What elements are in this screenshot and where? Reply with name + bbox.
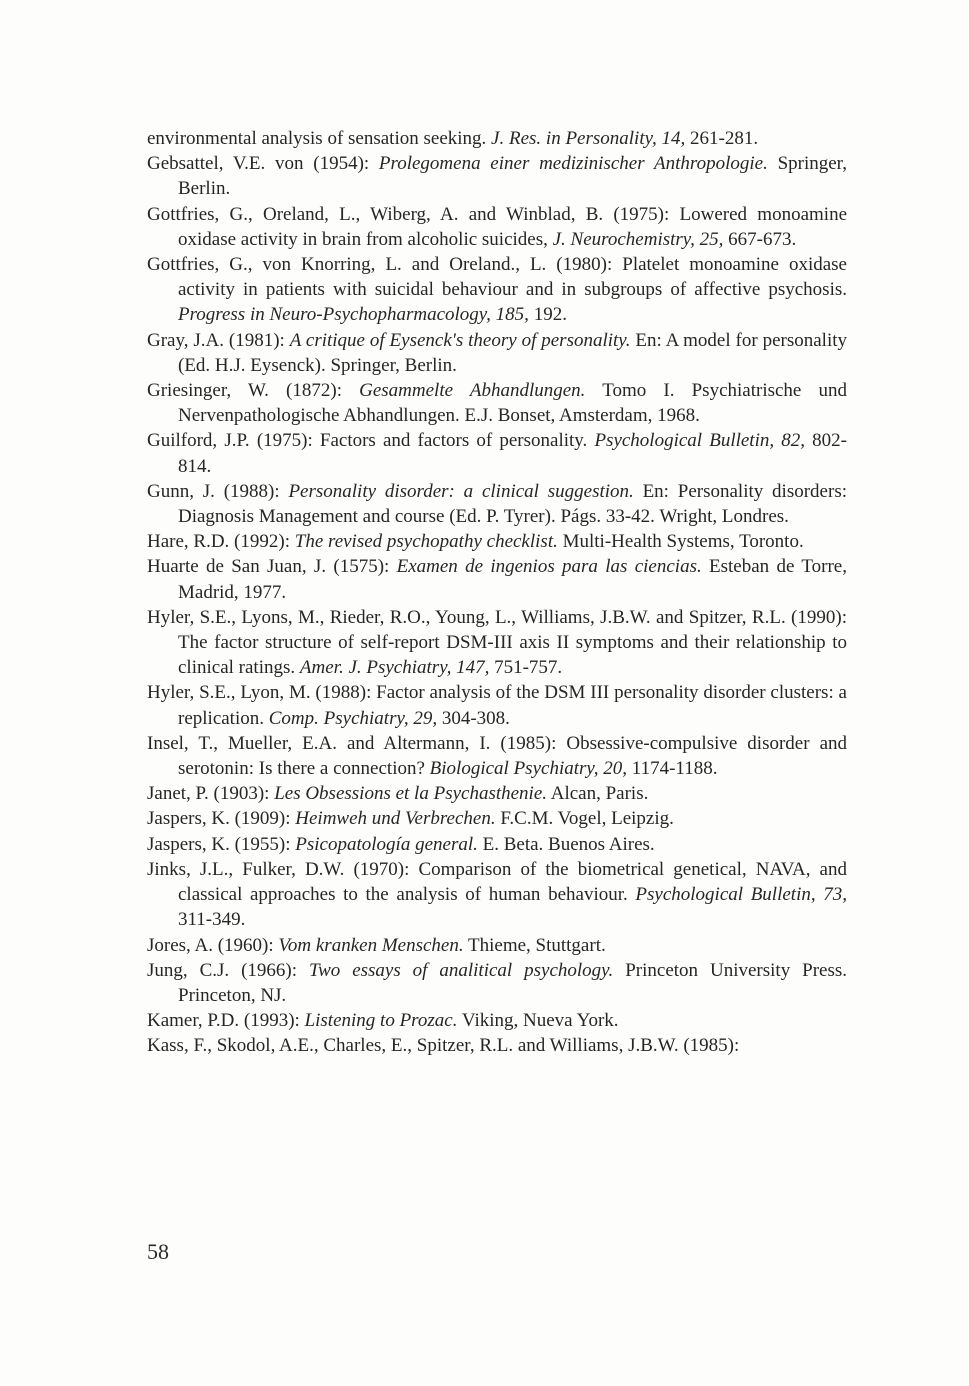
reference-text: Gottfries, G., von Knorring, L. and Oreland., L. (1980): Platelet monoamine oxidase activity in patients with suicidal behaviour and in subgroups of affective psychosis. xyxy=(147,254,847,301)
reference-text: Hyler, S.E., Lyon, M. (1988): Factor analysis of the DSM III personality disorder clusters: a replication. xyxy=(147,682,847,729)
reference-italic-text: Listening to Prozac. xyxy=(304,1010,458,1032)
reference-text: E. Beta. Buenos Aires. xyxy=(477,833,655,855)
reference-italic-text: The revised psychopathy checklist. xyxy=(294,531,558,553)
reference-text: 311-349. xyxy=(178,909,246,931)
reference-text: En: Personality disorders: Diagnosis Management and course (Ed. P. Tyrer). Págs. 33-42. Wright, Londres. xyxy=(178,480,847,528)
reference-text: 261-281. xyxy=(685,128,759,149)
reference-italic-text: Psychological Bulletin, 73, xyxy=(635,884,847,906)
reference-text: Insel, T., Mueller, E.A. and Altermann, I. (1985): Obsessive-compulsive disorder and serotonin: Is there a connection? xyxy=(147,732,847,780)
reference-entry xyxy=(147,202,847,252)
reference-italic-text: Two essays of analitical psychology. xyxy=(308,959,614,981)
reference-entry xyxy=(147,781,847,806)
reference-text: Guilford, J.P. (1975): Factors and factors of personality. xyxy=(147,430,595,452)
reference-text: Multi-Health Systems, Toronto. xyxy=(557,531,804,553)
reference-entry xyxy=(147,378,847,428)
reference-italic-text: Progress in Neuro-Psychopharmacology, 185, xyxy=(178,304,529,326)
reference-entry xyxy=(147,857,847,933)
reference-text: Gunn, J. (1988): xyxy=(147,480,289,502)
reference-entry xyxy=(147,605,847,681)
reference-italic-text: Prolegomena einer medizinischer Anthropologie. xyxy=(378,153,768,175)
reference-entry xyxy=(147,1033,847,1058)
reference-text: Griesinger, W. (1872): xyxy=(147,380,360,402)
reference-italic-text: Examen de ingenios para las ciencias. xyxy=(396,556,702,578)
reference-text: Tomo I. Psychiatrische und Nervenpathologische Abhandlungen. E.J. Bonset, Amsterdam, 1968. xyxy=(178,380,847,427)
reference-text: 802-814. xyxy=(178,430,847,477)
reference-text: 304-308. xyxy=(437,707,510,729)
reference-text: Jung, C.J. (1966): xyxy=(147,959,309,981)
reference-text: Kamer, P.D. (1993): xyxy=(147,1010,305,1032)
reference-entry xyxy=(147,832,847,857)
reference-text: 751-757. xyxy=(489,657,563,679)
reference-text: Springer, Berlin. xyxy=(178,153,847,200)
reference-text: Princeton University Press. Princeton, NJ. xyxy=(178,959,847,1006)
reference-text: F.C.M. Vogel, Leipzig. xyxy=(495,808,674,830)
reference-italic-text: Heimweh und Verbrechen. xyxy=(295,808,496,830)
reference-text: En: A model for personality (Ed. H.J. Eysenck). Springer, Berlin. xyxy=(178,329,848,376)
reference-text: Esteban de Torre, Madrid, 1977. xyxy=(178,556,847,603)
reference-text: Jaspers, K. (1955): xyxy=(147,833,296,855)
reference-entry xyxy=(147,554,847,604)
reference-text: Hyler, S.E., Lyons, M., Rieder, R.O., Young, L., Williams, J.B.W. and Spitzer, R.L. (1990): The factor structure of self-report DSM-III axis II symptoms and their relationship to clinical ratings. xyxy=(147,606,847,679)
reference-text: Kass, F., Skodol, A.E., Charles, E., Spitzer, R.L. and Williams, J.B.W. (1985): xyxy=(147,1035,740,1057)
reference-entry xyxy=(147,529,847,554)
reference-entry xyxy=(147,479,847,529)
reference-text: 1174-1188. xyxy=(627,758,718,780)
reference-italic-text: Biological Psychiatry, 20, xyxy=(429,758,628,780)
reference-entry xyxy=(147,428,847,478)
reference-italic-text: Vom kranken Menschen. xyxy=(278,934,464,956)
reference-entry xyxy=(147,731,847,781)
reference-text: Viking, Nueva York. xyxy=(457,1010,619,1032)
reference-entry xyxy=(147,933,847,958)
reference-entry xyxy=(147,328,847,378)
reference-italic-text: Amer. J. Psychiatry, 147, xyxy=(299,657,490,679)
reference-italic-text: Personality disorder: a clinical suggestion. xyxy=(288,480,634,502)
reference-text: Jaspers, K. (1909): xyxy=(147,808,296,830)
reference-text: 667-673. xyxy=(723,228,797,250)
reference-italic-text: J. Neurochemistry, 25, xyxy=(552,228,724,250)
reference-italic-text: Les Obsessions et la Psychasthenie. xyxy=(274,783,548,805)
reference-italic-text: Psychological Bulletin, 82, xyxy=(594,430,806,452)
reference-italic-text: Gesammelte Abhandlungen. xyxy=(359,380,586,402)
reference-text: Gray, J.A. (1981): xyxy=(147,329,290,351)
reference-text: Gottfries, G., Oreland, L., Wiberg, A. and Winblad, B. (1975): Lowered monoamine oxidase activity in brain from alcoholic suicides, xyxy=(147,203,847,250)
reference-text: Jores, A. (1960): xyxy=(147,934,279,956)
reference-entry xyxy=(147,806,847,831)
reference-entry xyxy=(147,958,847,1008)
reference-text: Thieme, Stuttgart. xyxy=(463,934,606,956)
reference-italic-text: J. Res. in Personality, 14, xyxy=(491,128,686,149)
reference-italic-text: Psicopatología general. xyxy=(295,833,478,855)
reference-text: 192. xyxy=(528,304,567,326)
page-number: 58 xyxy=(147,1239,169,1264)
reference-entry xyxy=(147,126,847,151)
reference-italic-text: A critique of Eysenck's theory of personality. xyxy=(289,329,631,351)
reference-text: Alcan, Paris. xyxy=(547,783,649,805)
reference-list xyxy=(147,126,847,1059)
reference-italic-text: Comp. Psychiatry, 29, xyxy=(268,707,438,729)
reference-entry xyxy=(147,151,847,201)
reference-text: Gebsattel, V.E. von (1954): xyxy=(147,153,379,175)
reference-text: environmental analysis of sensation seeking. xyxy=(147,128,492,149)
reference-text: Huarte de San Juan, J. (1575): xyxy=(147,556,397,578)
reference-text: Hare, R.D. (1992): xyxy=(147,531,295,553)
reference-entry xyxy=(147,680,847,730)
reference-text: Jinks, J.L., Fulker, D.W. (1970): Comparison of the biometrical genetical, NAVA, and classical approaches to the analysis of human behaviour. xyxy=(147,858,847,906)
reference-text: Janet, P. (1903): xyxy=(147,783,275,805)
reference-entry xyxy=(147,252,847,328)
reference-entry xyxy=(147,1008,847,1033)
